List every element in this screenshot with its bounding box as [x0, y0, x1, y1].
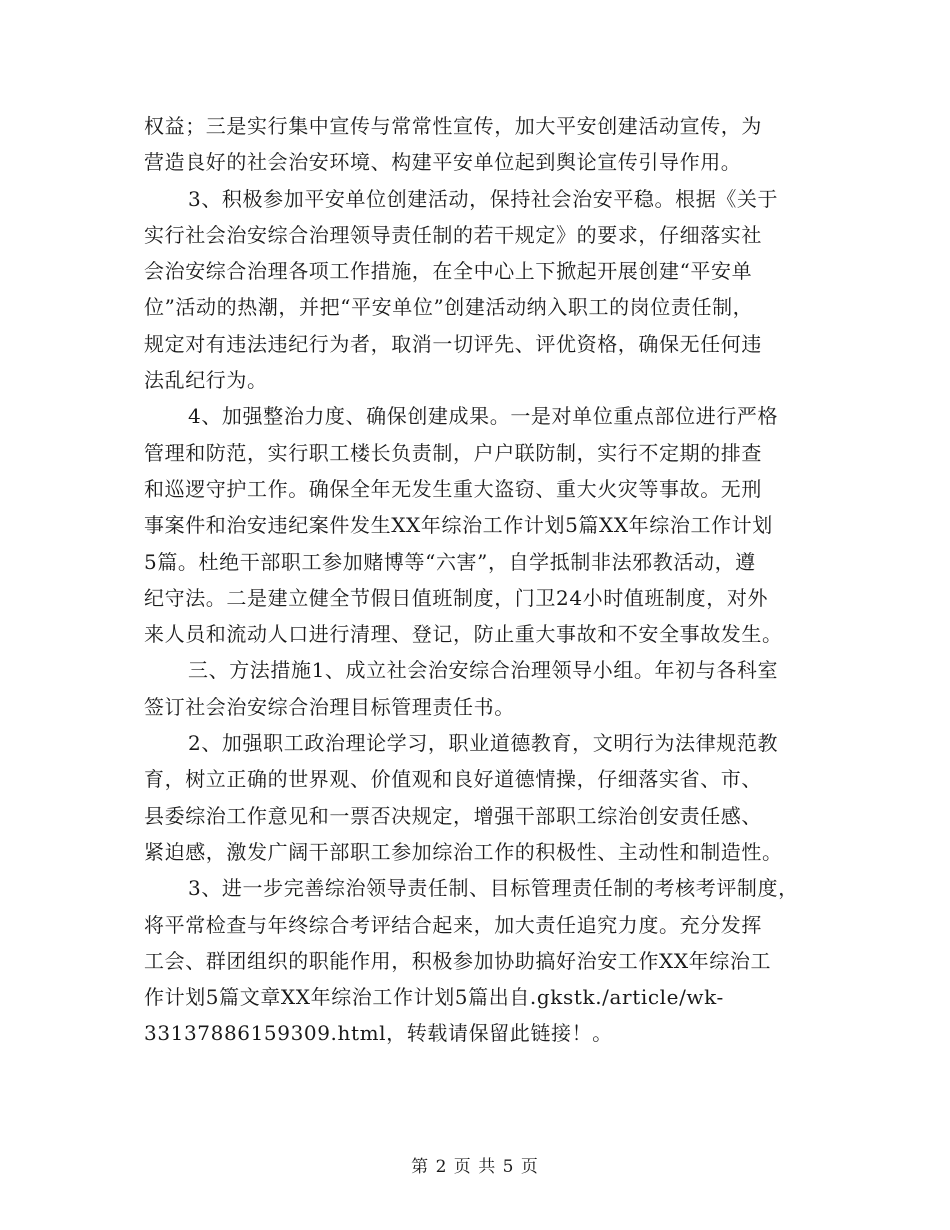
text-line: 4、加强整治力度、确保创建成果。一是对单位重点部位进行严格	[188, 404, 779, 429]
text-line: 育，树立正确的世界观、价值观和良好道德情操，仔细落实省、市、	[144, 767, 762, 792]
text-line: 事案件和治安违纪案件发生XX年综治工作计划5篇XX年综治工作计划	[144, 513, 773, 538]
text-line: 紧迫感，激发广阔干部职工参加综治工作的积极性、主动性和制造性。	[144, 839, 783, 864]
text-line: 5篇。杜绝干部职工参加赌博等“六害”，自学抵制非法邪教活动，遵	[144, 549, 756, 574]
text-line: 和巡逻守护工作。确保全年无发生重大盗窃、重大火灾等事故。无刑	[144, 476, 762, 501]
text-line: 3、进一步完善综治领导责任制、目标管理责任制的考核考评制度，	[188, 876, 799, 901]
text-line: 2、加强职工政治理论学习，职业道德教育，文明行为法律规范教	[188, 731, 779, 756]
text-line: 纪守法。二是建立健全节假日值班制度，门卫24小时值班制度，对外	[144, 585, 769, 610]
text-line: 三、方法措施1、成立社会治安综合治理领导小组。年初与各科室	[188, 658, 779, 683]
text-line: 3、积极参加平安单位创建活动，保持社会治安平稳。根据《关于	[188, 186, 779, 211]
text-line: 管理和防范，实行职工楼长负责制，户户联防制，实行不定期的排查	[144, 440, 762, 465]
text-line: 工会、群团组织的职能作用，积极参加协助搞好治安工作XX年综治工	[144, 948, 772, 973]
text-line: 县委综治工作意见和一票否决规定，增强干部职工综治创安责任感、	[144, 803, 762, 828]
page-number: 第 2 页 共 5 页	[411, 1157, 539, 1177]
text-line: 签订社会治安综合治理目标管理责任书。	[144, 694, 515, 719]
text-line: 实行社会治安综合治理领导责任制的若干规定》的要求，仔细落实社	[144, 222, 762, 247]
text-line: 法乱纪行为。	[144, 368, 268, 393]
document-body	[144, 108, 824, 1052]
text-line: 作计划5篇文章XX年综治工作计划5篇出自.gkstk./article/wk-	[144, 985, 724, 1010]
text-line: 来人员和流动人口进行清理、登记，防止重大事故和不安全事故发生。	[144, 622, 783, 647]
text-line: 营造良好的社会治安环境、构建平安单位起到舆论宣传引导作用。	[144, 150, 742, 175]
text-line: 位”活动的热潮，并把“平安单位”创建活动纳入职工的岗位责任制，	[144, 295, 754, 320]
text-line: 将平常检查与年终综合考评结合起来，加大责任追究力度。充分发挥	[144, 912, 762, 937]
text-line: 会治安综合治理各项工作措施，在全中心上下掀起开展创建“平安单	[144, 259, 753, 284]
text-line: 33137886159309.html，转载请保留此链接！。	[144, 1021, 613, 1046]
text-line: 规定对有违法违纪行为者，取消一切评先、评优资格，确保无任何违	[144, 331, 762, 356]
text-line: 权益；三是实行集中宣传与常常性宣传，加大平安创建活动宣传，为	[144, 114, 762, 138]
